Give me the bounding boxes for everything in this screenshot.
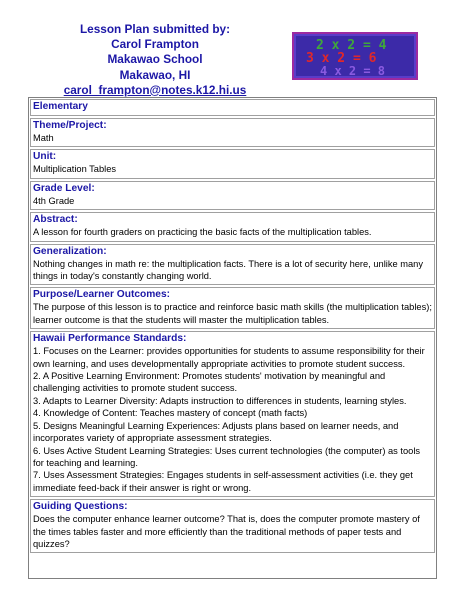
section-paragraph: 2. A Positive Learning Environment: Promotes students' motivation by meaningful and challenging activities to promote student success. <box>33 371 386 394</box>
section-body <box>33 345 432 494</box>
author-name: Carol Frampton <box>111 37 199 52</box>
section-title: Purpose/Learner Outcomes: <box>33 289 171 301</box>
section-paragraph: Math <box>33 133 54 143</box>
school-name: Makawao School <box>107 52 203 67</box>
section-title: Generalization: <box>33 245 107 257</box>
section-row <box>30 99 435 116</box>
section-paragraph: 3. Adapts to Learner Diversity: Adapts instruction to differences in students, learning styles. <box>33 395 407 406</box>
section-row <box>30 244 435 286</box>
section-paragraph: Does the computer enhance learner outcome? That is, does the computer promote mastery of the times tables faster and more efficiently than the traditional methods of paper tests and quizzes? <box>33 514 420 549</box>
section-body <box>33 301 432 326</box>
section-title: Theme/Project: <box>33 120 107 131</box>
section-body <box>33 258 432 283</box>
section-paragraph: The purpose of this lesson is to practice and reinforce basic math skills (the multiplication tables); learner outcome is that the students will master the multiplication tables. <box>33 302 432 325</box>
section-row <box>30 181 435 210</box>
section-body <box>33 226 432 238</box>
section-body <box>33 513 432 550</box>
multiplication-logo-image <box>292 32 418 80</box>
author-email-link[interactable]: carol_frampton@notes.k12.hi.us <box>63 82 247 97</box>
section-body <box>33 132 432 144</box>
section-paragraph: 7. Uses Assessment Strategies: Engages students in self-assessment activities (i.e. they get immediate feed-back if their answer is right or wrong. <box>33 470 413 493</box>
logo-line-1: 2 x 2 = 4 <box>316 38 387 53</box>
section-row <box>30 499 435 553</box>
section-paragraph: A lesson for fourth graders on practicing the basic facts of the multiplication tables. <box>33 227 372 238</box>
section-paragraph: 5. Designs Meaningful Learning Experiences: Adjusts plans based on learner needs, and incorporates variety of appropriate assessment strategies. <box>33 420 399 444</box>
page-header <box>0 0 310 98</box>
section-paragraph: 4. Knowledge of Content: Teaches mastery of concept (math facts) <box>33 408 308 419</box>
submitted-by-label: Lesson Plan submitted by: <box>79 22 231 36</box>
section-row <box>30 287 435 329</box>
section-paragraph: 6. Uses Active Student Learning Strategies: Uses current technologies (the computer) as tools for teaching and learning. <box>33 445 421 468</box>
section-title: Grade Level: <box>33 182 95 194</box>
section-paragraph: Multiplication Tables <box>33 164 117 175</box>
section-paragraph: Nothing changes in math re: the multiplication facts. There is a lot of security here, unlike many things in today's constantly changing world. <box>33 258 423 282</box>
section-paragraph: 1. Focuses on the Learner: provides opportunities for students to assume responsibility for their own learning, and uses developmentally appropriate activities to promote student success. <box>33 346 425 369</box>
section-body <box>33 163 432 175</box>
section-row <box>30 118 435 147</box>
section-title: Elementary <box>33 101 88 112</box>
logo-line-2: 3 x 2 = 6 <box>306 51 377 66</box>
section-row <box>30 331 435 497</box>
section-row <box>30 149 435 178</box>
section-title: Unit: <box>33 151 57 163</box>
lesson-plan-table <box>28 97 437 579</box>
school-location: Makawao, HI <box>119 67 191 82</box>
section-row <box>30 212 435 241</box>
section-paragraph: 4th Grade <box>33 195 75 206</box>
section-title: Hawaii Performance Standards: <box>33 333 187 345</box>
section-title: Abstract: <box>33 214 78 226</box>
section-body <box>33 195 432 207</box>
section-title: Guiding Questions: <box>33 501 128 513</box>
logo-line-3: 4 x 2 = 8 <box>320 64 386 78</box>
